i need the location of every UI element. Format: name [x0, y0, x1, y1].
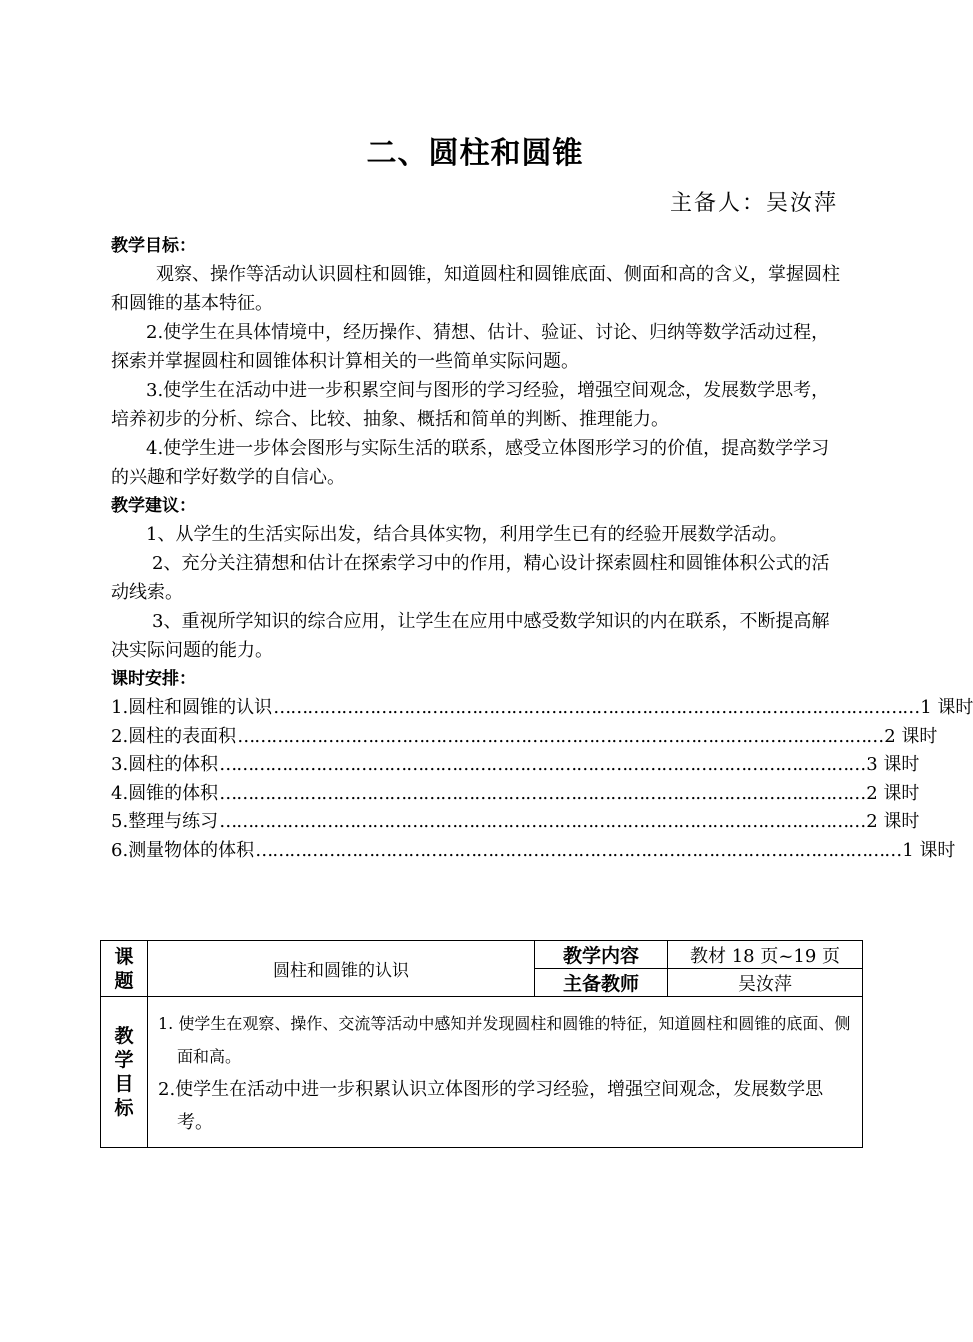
leader-dots: ……………………………………………………………………………………………………: [219, 782, 866, 804]
schedule-lesson-name: 圆柱和圆锥的认识: [128, 697, 273, 718]
schedule-hours: 3 课时: [866, 754, 920, 775]
schedule-hours: 1 课时: [920, 697, 973, 718]
schedule-lesson-name: 测量物体的体积: [128, 839, 255, 861]
schedule-number: 4.: [111, 782, 129, 804]
label-char: 教: [114, 1025, 134, 1047]
schedule-list: [111, 693, 973, 864]
schedule-heading: 课时安排：: [111, 669, 196, 689]
objective-item-3: 3.使学生在活动中进一步积累空间与图形的学习经验，增强空间观念，发展数学思考，培养初步的分析、综合、比较、抽象、概括和简单的判断、推理能力。: [111, 380, 830, 430]
suggestion-item-2: 2、充分关注猜想和估计在探索学习中的作用，精心设计探索圆柱和圆锥体积公式的活动线索。: [111, 553, 830, 603]
schedule-hours: 2 课时: [866, 782, 920, 804]
leader-dots: ……………………………………………………………………………………………………: [273, 697, 920, 718]
schedule-item: [111, 750, 920, 779]
schedule-lesson-name: 圆柱的表面积: [128, 725, 237, 747]
schedule-hours: 1 课时: [902, 839, 956, 861]
label-char: 课: [114, 945, 134, 968]
schedule-item: [111, 836, 956, 865]
schedule-number: 3.: [111, 754, 129, 775]
objective-item-1: 观察、操作等活动认识圆柱和圆锥，知道圆柱和圆锥底面、侧面和高的含义，掌握圆柱和圆锥的基本特征。: [111, 264, 840, 314]
content-value: 教材 18 页~19 页: [668, 941, 863, 969]
schedule-item: [111, 722, 938, 751]
suggestion-item-3: 3、重视所学知识的综合应用，让学生在应用中感受数学知识的内在联系，不断提高解决实际问题的能力。: [111, 611, 830, 661]
leader-dots: ……………………………………………………………………………………………………: [219, 811, 866, 832]
schedule-lesson-name: 圆柱的体积: [128, 754, 219, 775]
schedule-item: [111, 779, 920, 808]
objective-item-4: 4.使学生进一步体会图形与实际生活的联系，感受立体图形学习的价值，提高数学学习的兴趣和学好数学的自信心。: [111, 438, 830, 488]
objective-item-2: 2.使学生在具体情境中，经历操作、猜想、估计、验证、讨论、归纳等数学活动过程，探索并掌握圆柱和圆锥体积计算相关的一些简单实际问题。: [111, 322, 830, 372]
goal-item-1: 1. 使学生在观察、操作、交流等活动中感知并发现圆柱和圆锥的特征，知道圆柱和圆锥的底面、侧面和高。: [158, 1014, 851, 1066]
schedule-lesson-name: 圆锥的体积: [128, 782, 219, 804]
suggestion-item-1: 1、从学生的生活实际出发，结合具体实物，利用学生已有的经验开展数学活动。: [146, 524, 788, 545]
topic-value: 圆柱和圆锥的认识: [148, 941, 535, 997]
page-title: 二、圆柱和圆锥: [366, 136, 584, 171]
leader-dots: ……………………………………………………………………………………………………: [255, 839, 902, 861]
schedule-item: [111, 693, 973, 722]
teacher-label: 主备教师: [535, 969, 668, 997]
topic-label-cell: [101, 941, 148, 997]
author-line: 主备人：吴汝萍: [669, 191, 838, 216]
label-char: 学: [114, 1049, 134, 1071]
label-char: 目: [114, 1073, 134, 1095]
schedule-lesson-name: 整理与练习: [128, 811, 219, 832]
label-char: 标: [114, 1097, 134, 1119]
schedule-item: [111, 807, 920, 836]
suggestions-heading: 教学建议：: [111, 496, 196, 516]
lesson-plan-table: [100, 940, 863, 1148]
schedule-number: 5.: [111, 811, 129, 832]
teacher-value: 吴汝萍: [668, 969, 863, 997]
leader-dots: ……………………………………………………………………………………………………: [219, 754, 866, 775]
schedule-number: 1.: [111, 697, 129, 718]
goals-label-cell: [101, 997, 148, 1148]
topic-label: [113, 945, 135, 993]
goal-item-2: 2.使学生在活动中进一步积累认识立体图形的学习经验，增强空间观念，发展数学思考。: [158, 1079, 824, 1133]
goals-label: [113, 1024, 135, 1120]
schedule-number: 2.: [111, 725, 129, 747]
objectives-heading: 教学目标：: [111, 236, 196, 256]
label-char: 题: [114, 969, 134, 992]
schedule-hours: 2 课时: [884, 725, 938, 747]
schedule-hours: 2 课时: [866, 811, 920, 832]
schedule-number: 6.: [111, 839, 129, 861]
content-label: 教学内容: [535, 941, 668, 969]
leader-dots: ……………………………………………………………………………………………………: [237, 725, 884, 747]
document-body: [111, 232, 973, 864]
goals-cell: [148, 997, 863, 1148]
